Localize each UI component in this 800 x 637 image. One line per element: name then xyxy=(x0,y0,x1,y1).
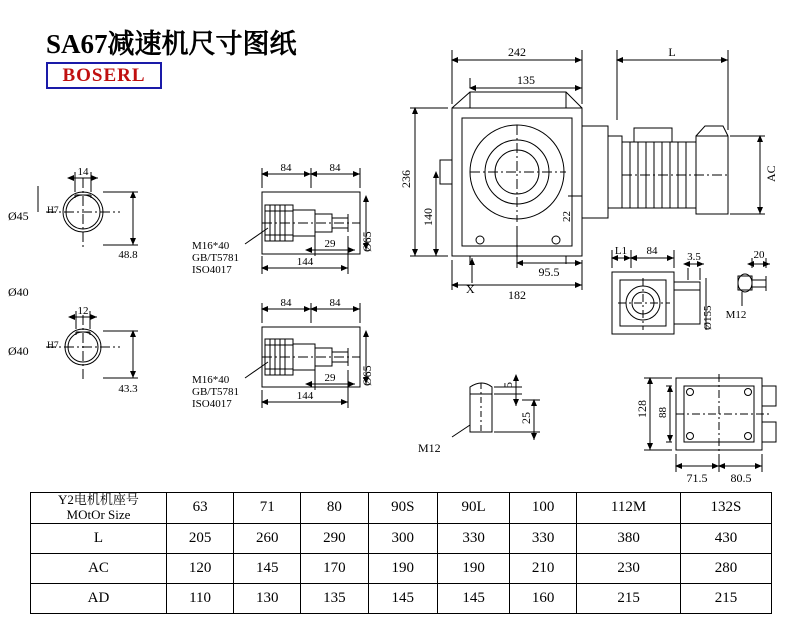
table-header-size-6: 112M xyxy=(577,493,681,524)
cell-L-4: 330 xyxy=(438,523,510,553)
cell-AD-3: 145 xyxy=(368,583,438,613)
cell-L-0: 205 xyxy=(167,523,234,553)
dim-bore-40-fit: H7 xyxy=(47,341,59,351)
table-row xyxy=(31,553,772,583)
table-header-size-2: 80 xyxy=(301,493,368,524)
dim-84-b-bot: 84 xyxy=(329,297,341,309)
dim-80-5: 80.5 xyxy=(730,471,752,485)
cell-L-1: 260 xyxy=(234,523,301,553)
dim-84-a-top: 84 xyxy=(280,162,292,174)
cell-AC-1: 145 xyxy=(234,553,301,583)
note-bolt-top-2: GB/T5781 xyxy=(192,252,240,264)
left-bottom-shaft-view xyxy=(46,311,138,382)
cell-L-3: 300 xyxy=(368,523,438,553)
foot-plate-view xyxy=(644,374,776,472)
cell-AD-5: 160 xyxy=(510,583,577,613)
dim-dia-65-top: Ø65 xyxy=(360,231,374,252)
table-header-row xyxy=(31,493,772,524)
note-bolt-bot-1: M16*40 xyxy=(192,374,230,386)
row-label-AC: AC xyxy=(31,553,167,583)
cell-AD-4: 145 xyxy=(438,583,510,613)
dim-236: 236 xyxy=(399,170,413,188)
cell-L-6: 380 xyxy=(577,523,681,553)
key-detail-view xyxy=(452,375,540,440)
cell-L-5: 330 xyxy=(510,523,577,553)
table-header-size-3: 90S xyxy=(368,493,438,524)
dim-95-5: 95.5 xyxy=(538,265,560,279)
note-bolt-bot-3: ISO4017 xyxy=(192,398,232,410)
cell-AC-3: 190 xyxy=(368,553,438,583)
dim-43-3: 43.3 xyxy=(118,383,138,395)
main-assembly-view xyxy=(410,50,765,290)
cell-L-2: 290 xyxy=(301,523,368,553)
cell-AC-0: 120 xyxy=(167,553,234,583)
dim-71-5: 71.5 xyxy=(686,471,708,485)
dim-22: 22 xyxy=(561,211,573,222)
thread-M12-side: M12 xyxy=(725,309,747,321)
dim-144-bot: 144 xyxy=(296,390,314,402)
note-bolt-top-3: ISO4017 xyxy=(192,264,232,276)
cell-AC-5: 210 xyxy=(510,553,577,583)
dim-L1: L1 xyxy=(614,245,628,257)
row-label-L: L xyxy=(31,523,167,553)
cell-AD-2: 135 xyxy=(301,583,368,613)
dim-keyway-12: 12 xyxy=(77,305,89,317)
page-title: SA67减速机尺寸图纸 xyxy=(46,29,297,59)
cell-AC-7: 280 xyxy=(680,553,771,583)
dimension-table xyxy=(30,492,772,614)
dim-29-bot: 29 xyxy=(324,372,336,384)
table-header-size-1: 71 xyxy=(234,493,301,524)
dim-AC: AC xyxy=(764,165,778,182)
dim-128: 128 xyxy=(635,400,649,418)
table-header-size-5: 100 xyxy=(510,493,577,524)
dim-bore-45: Ø45 xyxy=(8,209,29,223)
cell-AC-4: 190 xyxy=(438,553,510,583)
dim-L: L xyxy=(668,45,676,59)
dim-242: 242 xyxy=(508,45,526,59)
dim-5: 5 xyxy=(501,382,515,388)
dim-88: 88 xyxy=(657,407,669,418)
cell-AD-7: 215 xyxy=(680,583,771,613)
dim-dia-65-bot: Ø65 xyxy=(360,365,374,386)
dim-48-8: 48.8 xyxy=(118,249,138,261)
cell-AD-1: 130 xyxy=(234,583,301,613)
dim-keyway-14: 14 xyxy=(77,166,89,178)
cell-L-7: 430 xyxy=(680,523,771,553)
note-bolt-bot-2: GB/T5781 xyxy=(192,386,240,398)
table-header-size-7: 132S xyxy=(680,493,771,524)
dim-bore-40: Ø40 xyxy=(8,344,29,358)
row-label-AD: AD xyxy=(31,583,167,613)
label-X: X xyxy=(466,282,475,296)
table-header-label-cn: Y2电机机座号 xyxy=(58,492,139,507)
table-header-label-en: MOtOr Size xyxy=(66,506,131,522)
table-header-label xyxy=(31,493,167,524)
note-bolt-top-1: M16*40 xyxy=(192,240,230,252)
dim-84-b-top: 84 xyxy=(329,162,341,174)
thread-M12-key: M12 xyxy=(418,441,441,455)
dim-20: 20 xyxy=(753,249,765,261)
dim-bore-45-fit: H7 xyxy=(47,206,59,216)
cell-AC-6: 230 xyxy=(577,553,681,583)
cell-AD-6: 215 xyxy=(577,583,681,613)
dim-140: 140 xyxy=(421,208,435,226)
dim-135: 135 xyxy=(517,73,535,87)
dim-29-top: 29 xyxy=(324,238,336,250)
cell-AC-2: 170 xyxy=(301,553,368,583)
dim-shaft-dia-40: Ø40 xyxy=(8,285,29,299)
cell-AD-0: 110 xyxy=(167,583,234,613)
table-header-size-0: 63 xyxy=(167,493,234,524)
dim-25: 25 xyxy=(519,412,533,424)
dim-dia-155: Ø155 xyxy=(702,305,714,330)
table-header-size-4: 90L xyxy=(438,493,510,524)
table-row xyxy=(31,523,772,553)
dim-84-side: 84 xyxy=(646,245,658,257)
dim-84-a-bot: 84 xyxy=(280,297,292,309)
logo-text: BOSERL xyxy=(62,64,146,86)
dim-3-5: 3.5 xyxy=(687,251,701,263)
table-row xyxy=(31,583,772,613)
dim-182: 182 xyxy=(508,288,526,302)
dim-144-top: 144 xyxy=(296,256,314,268)
